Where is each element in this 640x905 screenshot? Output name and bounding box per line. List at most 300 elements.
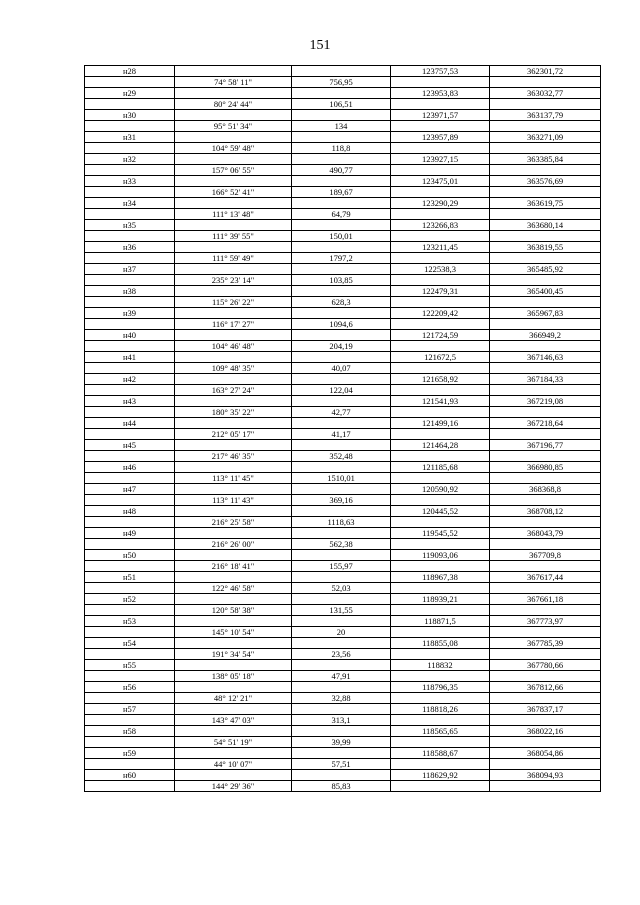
empty-cell [391,341,490,352]
distance-cell: 32,88 [292,693,391,704]
empty-cell [391,187,490,198]
segment-row [85,275,601,286]
empty-cell [292,748,391,759]
direction-angle-cell: 111° 13' 48" [175,209,292,220]
empty-cell [85,693,175,704]
point-row [85,506,601,517]
distance-cell: 118,8 [292,143,391,154]
empty-cell [391,407,490,418]
x-coordinate-cell: 123971,57 [391,110,490,121]
y-coordinate-cell: 363385,84 [490,154,601,165]
x-coordinate-cell: 118818,26 [391,704,490,715]
empty-cell [175,704,292,715]
point-name-cell: н57 [85,704,175,715]
segment-row [85,715,601,726]
distance-cell: 131,55 [292,605,391,616]
empty-cell [175,506,292,517]
point-name-cell: н52 [85,594,175,605]
direction-angle-cell: 95° 51' 34" [175,121,292,132]
x-coordinate-cell: 123211,45 [391,242,490,253]
empty-cell [490,627,601,638]
empty-cell [490,693,601,704]
empty-cell [391,121,490,132]
empty-cell [85,671,175,682]
point-name-cell: н40 [85,330,175,341]
empty-cell [490,539,601,550]
point-name-cell: н41 [85,352,175,363]
empty-cell [85,451,175,462]
empty-cell [175,330,292,341]
point-name-cell: н35 [85,220,175,231]
point-row [85,528,601,539]
segment-row [85,649,601,660]
distance-cell: 42,77 [292,407,391,418]
distance-cell: 40,07 [292,363,391,374]
empty-cell [391,165,490,176]
empty-cell [85,737,175,748]
coordinates-table-body [85,66,601,792]
segment-row [85,407,601,418]
direction-angle-cell: 138° 05' 18" [175,671,292,682]
empty-cell [490,363,601,374]
y-coordinate-cell: 367837,17 [490,704,601,715]
segment-row [85,495,601,506]
point-name-cell: н29 [85,88,175,99]
y-coordinate-cell: 367196,77 [490,440,601,451]
distance-cell: 85,83 [292,781,391,792]
empty-cell [175,88,292,99]
x-coordinate-cell: 123757,53 [391,66,490,77]
empty-cell [391,297,490,308]
empty-cell [391,495,490,506]
empty-cell [85,473,175,484]
empty-cell [292,110,391,121]
point-row [85,110,601,121]
x-coordinate-cell: 121464,28 [391,440,490,451]
empty-cell [391,275,490,286]
empty-cell [490,275,601,286]
point-row [85,220,601,231]
x-coordinate-cell: 123953,83 [391,88,490,99]
distance-cell: 628,3 [292,297,391,308]
empty-cell [175,396,292,407]
y-coordinate-cell: 367661,18 [490,594,601,605]
x-coordinate-cell: 123290,29 [391,198,490,209]
empty-cell [490,737,601,748]
empty-cell [292,330,391,341]
y-coordinate-cell: 367146,63 [490,352,601,363]
direction-angle-cell: 145° 10' 54" [175,627,292,638]
empty-cell [292,286,391,297]
empty-cell [85,715,175,726]
empty-cell [85,385,175,396]
x-coordinate-cell: 120445,52 [391,506,490,517]
point-row [85,264,601,275]
segment-row [85,231,601,242]
point-row [85,462,601,473]
direction-angle-cell: 191° 34' 54" [175,649,292,660]
point-name-cell: н45 [85,440,175,451]
direction-angle-cell: 80° 24' 44" [175,99,292,110]
empty-cell [292,396,391,407]
y-coordinate-cell: 363576,69 [490,176,601,187]
empty-cell [391,583,490,594]
empty-cell [292,88,391,99]
point-row [85,308,601,319]
empty-cell [85,407,175,418]
direction-angle-cell: 144° 29' 36" [175,781,292,792]
empty-cell [175,220,292,231]
empty-cell [175,66,292,77]
empty-cell [391,759,490,770]
point-name-cell: н32 [85,154,175,165]
empty-cell [85,561,175,572]
empty-cell [85,253,175,264]
point-name-cell: н58 [85,726,175,737]
x-coordinate-cell: 123266,83 [391,220,490,231]
segment-row [85,693,601,704]
empty-cell [490,759,601,770]
empty-cell [490,429,601,440]
empty-cell [490,319,601,330]
empty-cell [175,572,292,583]
distance-cell: 64,79 [292,209,391,220]
empty-cell [292,440,391,451]
empty-cell [292,638,391,649]
empty-cell [292,154,391,165]
distance-cell: 103,85 [292,275,391,286]
direction-angle-cell: 116° 17' 27" [175,319,292,330]
point-name-cell: н56 [85,682,175,693]
x-coordinate-cell: 118855,08 [391,638,490,649]
direction-angle-cell: 235° 23' 14" [175,275,292,286]
segment-row [85,143,601,154]
y-coordinate-cell: 363619,75 [490,198,601,209]
distance-cell: 1797,2 [292,253,391,264]
point-row [85,154,601,165]
segment-row [85,781,601,792]
empty-cell [292,66,391,77]
segment-row [85,341,601,352]
empty-cell [292,132,391,143]
point-row [85,88,601,99]
empty-cell [85,209,175,220]
point-row [85,418,601,429]
empty-cell [85,627,175,638]
y-coordinate-cell: 365485,92 [490,264,601,275]
empty-cell [490,605,601,616]
direction-angle-cell: 115° 26' 22" [175,297,292,308]
direction-angle-cell: 157° 06' 55" [175,165,292,176]
distance-cell: 52,03 [292,583,391,594]
empty-cell [175,770,292,781]
point-name-cell: н53 [85,616,175,627]
segment-row [85,99,601,110]
point-row [85,638,601,649]
empty-cell [175,132,292,143]
x-coordinate-cell: 118629,92 [391,770,490,781]
y-coordinate-cell: 363680,14 [490,220,601,231]
point-row [85,484,601,495]
empty-cell [391,605,490,616]
empty-cell [85,77,175,88]
empty-cell [292,572,391,583]
page-number: 151 [309,38,331,53]
x-coordinate-cell: 118796,35 [391,682,490,693]
segment-row [85,451,601,462]
point-name-cell: н60 [85,770,175,781]
y-coordinate-cell: 363032,77 [490,88,601,99]
empty-cell [391,253,490,264]
empty-cell [490,231,601,242]
distance-cell: 369,16 [292,495,391,506]
empty-cell [490,649,601,660]
segment-row [85,121,601,132]
empty-cell [490,209,601,220]
direction-angle-cell: 113° 11' 43" [175,495,292,506]
point-name-cell: н46 [85,462,175,473]
direction-angle-cell: 217° 46' 35" [175,451,292,462]
point-row [85,726,601,737]
empty-cell [292,726,391,737]
x-coordinate-cell: 122538,3 [391,264,490,275]
x-coordinate-cell: 121658,92 [391,374,490,385]
point-name-cell: н28 [85,66,175,77]
y-coordinate-cell: 363137,79 [490,110,601,121]
point-name-cell: н55 [85,660,175,671]
point-row [85,550,601,561]
point-name-cell: н51 [85,572,175,583]
empty-cell [391,143,490,154]
empty-cell [391,517,490,528]
y-coordinate-cell: 368043,79 [490,528,601,539]
distance-cell: 39,99 [292,737,391,748]
empty-cell [490,385,601,396]
empty-cell [85,429,175,440]
x-coordinate-cell: 123957,89 [391,132,490,143]
distance-cell: 155,97 [292,561,391,572]
point-name-cell: н47 [85,484,175,495]
empty-cell [85,231,175,242]
segment-row [85,737,601,748]
empty-cell [175,286,292,297]
x-coordinate-cell: 122209,42 [391,308,490,319]
segment-row [85,429,601,440]
direction-angle-cell: 44° 10' 07" [175,759,292,770]
x-coordinate-cell: 121672,5 [391,352,490,363]
empty-cell [175,660,292,671]
empty-cell [175,154,292,165]
y-coordinate-cell: 368368,8 [490,484,601,495]
distance-cell: 204,19 [292,341,391,352]
empty-cell [490,341,601,352]
empty-cell [175,616,292,627]
empty-cell [490,99,601,110]
empty-cell [292,660,391,671]
empty-cell [391,473,490,484]
point-row [85,682,601,693]
empty-cell [175,462,292,473]
point-name-cell: н36 [85,242,175,253]
x-coordinate-cell: 118565,65 [391,726,490,737]
empty-cell [85,187,175,198]
distance-cell: 57,51 [292,759,391,770]
empty-cell [85,165,175,176]
empty-cell [292,308,391,319]
empty-cell [175,484,292,495]
x-coordinate-cell: 118967,38 [391,572,490,583]
direction-angle-cell: 109° 48' 35" [175,363,292,374]
empty-cell [292,462,391,473]
point-name-cell: н43 [85,396,175,407]
segment-row [85,319,601,330]
distance-cell: 106,51 [292,99,391,110]
empty-cell [85,341,175,352]
x-coordinate-cell: 121185,68 [391,462,490,473]
empty-cell [490,77,601,88]
empty-cell [292,198,391,209]
empty-cell [292,220,391,231]
point-row [85,396,601,407]
empty-cell [292,352,391,363]
empty-cell [175,550,292,561]
distance-cell: 189,67 [292,187,391,198]
segment-row [85,583,601,594]
point-row [85,572,601,583]
empty-cell [292,594,391,605]
segment-row [85,539,601,550]
empty-cell [490,297,601,308]
distance-cell: 47,91 [292,671,391,682]
empty-cell [391,781,490,792]
point-name-cell: н33 [85,176,175,187]
empty-cell [391,737,490,748]
point-name-cell: н44 [85,418,175,429]
segment-row [85,671,601,682]
x-coordinate-cell: 118871,5 [391,616,490,627]
x-coordinate-cell: 120590,92 [391,484,490,495]
empty-cell [391,77,490,88]
y-coordinate-cell: 367773,97 [490,616,601,627]
empty-cell [292,242,391,253]
empty-cell [85,649,175,660]
direction-angle-cell: 104° 46' 48" [175,341,292,352]
empty-cell [292,418,391,429]
empty-cell [292,528,391,539]
point-row [85,132,601,143]
point-name-cell: н39 [85,308,175,319]
empty-cell [490,407,601,418]
empty-cell [85,495,175,506]
empty-cell [490,495,601,506]
empty-cell [85,143,175,154]
y-coordinate-cell: 366949,2 [490,330,601,341]
empty-cell [292,506,391,517]
distance-cell: 122,04 [292,385,391,396]
coordinates-table [84,65,601,792]
empty-cell [490,715,601,726]
segment-row [85,209,601,220]
empty-cell [85,539,175,550]
point-name-cell: н49 [85,528,175,539]
direction-angle-cell: 166° 52' 41" [175,187,292,198]
empty-cell [85,363,175,374]
empty-cell [175,528,292,539]
empty-cell [391,363,490,374]
empty-cell [490,561,601,572]
empty-cell [292,264,391,275]
direction-angle-cell: 111° 59' 49" [175,253,292,264]
direction-angle-cell: 111° 39' 55" [175,231,292,242]
y-coordinate-cell: 365967,83 [490,308,601,319]
y-coordinate-cell: 367812,66 [490,682,601,693]
segment-row [85,297,601,308]
direction-angle-cell: 104° 59' 48" [175,143,292,154]
empty-cell [292,704,391,715]
empty-cell [175,352,292,363]
empty-cell [391,715,490,726]
empty-cell [292,770,391,781]
distance-cell: 313,1 [292,715,391,726]
direction-angle-cell: 113° 11' 45" [175,473,292,484]
empty-cell [391,649,490,660]
point-row [85,770,601,781]
point-row [85,286,601,297]
direction-angle-cell: 212° 05' 17" [175,429,292,440]
x-coordinate-cell: 121541,93 [391,396,490,407]
empty-cell [490,583,601,594]
direction-angle-cell: 122° 46' 58" [175,583,292,594]
empty-cell [391,231,490,242]
point-row [85,660,601,671]
point-name-cell: н31 [85,132,175,143]
point-row [85,374,601,385]
point-row [85,440,601,451]
point-row [85,704,601,715]
empty-cell [292,176,391,187]
y-coordinate-cell: 363819,55 [490,242,601,253]
direction-angle-cell: 216° 25' 58" [175,517,292,528]
empty-cell [391,671,490,682]
y-coordinate-cell: 368054,86 [490,748,601,759]
y-coordinate-cell: 368022,16 [490,726,601,737]
segment-row [85,627,601,638]
empty-cell [85,275,175,286]
x-coordinate-cell: 118832 [391,660,490,671]
point-name-cell: н42 [85,374,175,385]
empty-cell [175,176,292,187]
segment-row [85,517,601,528]
empty-cell [490,473,601,484]
empty-cell [85,121,175,132]
y-coordinate-cell: 363271,09 [490,132,601,143]
point-name-cell: н54 [85,638,175,649]
segment-row [85,165,601,176]
empty-cell [175,418,292,429]
empty-cell [292,616,391,627]
empty-cell [391,693,490,704]
direction-angle-cell: 216° 26' 00" [175,539,292,550]
empty-cell [85,517,175,528]
y-coordinate-cell: 368094,93 [490,770,601,781]
direction-angle-cell: 54° 51' 19" [175,737,292,748]
point-name-cell: н37 [85,264,175,275]
y-coordinate-cell: 367785,39 [490,638,601,649]
empty-cell [490,165,601,176]
y-coordinate-cell: 366980,85 [490,462,601,473]
direction-angle-cell: 216° 18' 41" [175,561,292,572]
x-coordinate-cell: 123927,15 [391,154,490,165]
